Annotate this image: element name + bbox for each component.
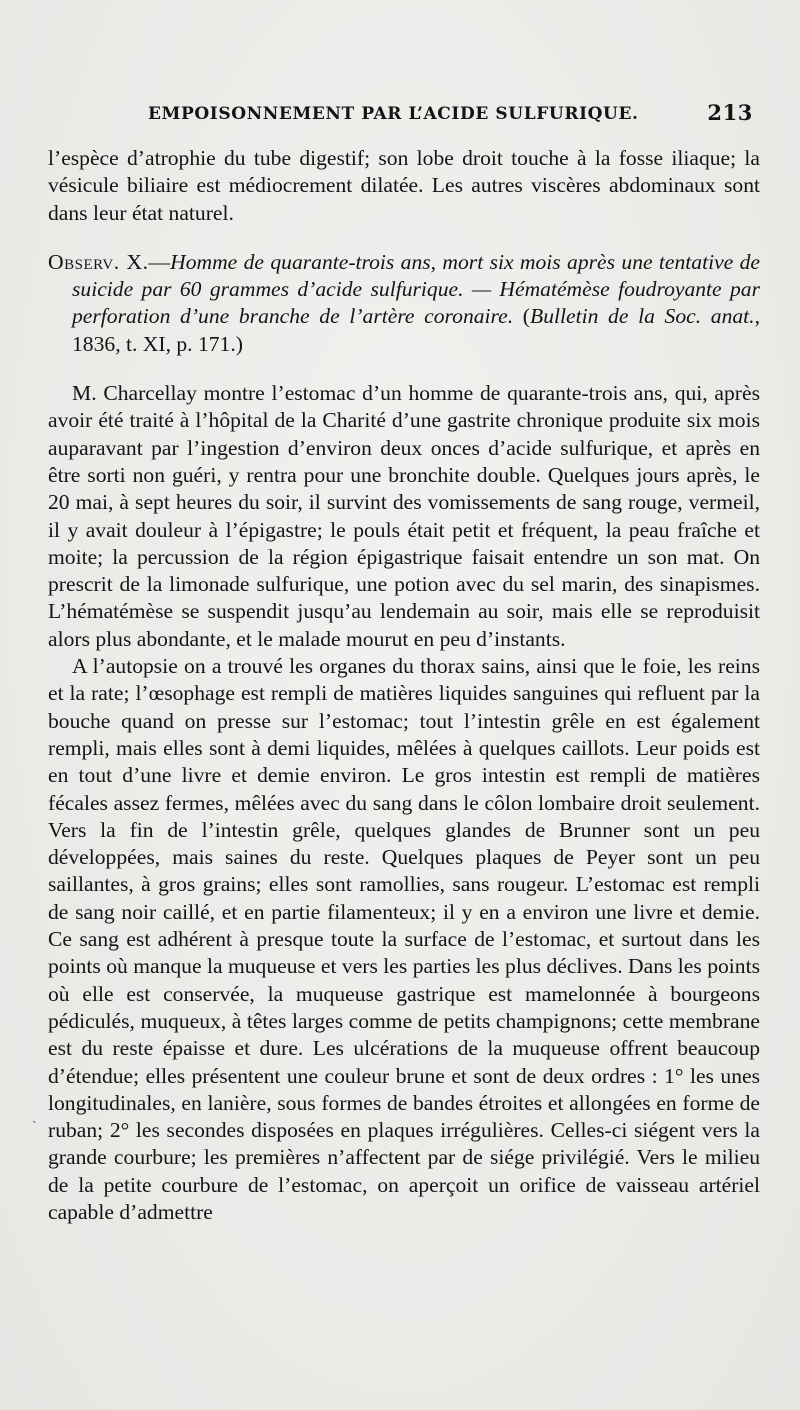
intro-paragraph: l’espèce d’atrophie du tube digestif; son lobe droit touche à la fosse iliaque; la vésicule biliaire est médiocrement dilatée. Les autres viscères abdominaux sont dans leur état naturel. [48, 146, 760, 225]
observation-label: Observ. X. [48, 249, 149, 274]
page-header [48, 100, 753, 130]
running-title: EMPOISONNEMENT PAR L’ACIDE SULFURIQUE. [148, 104, 639, 124]
autopsy-paragraph: A l’autopsie on a trouvé les organes du thorax sains, ainsi que le foie, les reins et la rate; l’œsophage est rempli de matières liquides sanguines qui refluent par la bouche quand on presse sur l’estomac; tout l’intestin grêle en est également rempli, mais elles sont à demi liquides, mêlées à quelques caillots. Leur poids est en tout d’une livre et demie environ. Le gros intestin est rempli de matières fécales assez fermes, mêlées avec du sang dans le côlon lombaire droit seulement. Vers la fin de l’intestin grêle, quelques glandes de Brunner sont un peu développées, mais saines du reste. Quelques plaques de Peyer sont un peu saillantes, à gros grains; elles sont ramollies, sans rougeur. L’estomac est rempli de sang noir caillé, et en partie filamenteux; il y en a environ une livre et demie. Ce sang est adhérent à presque toute la surface de l’estomac, et surtout dans les points où manque la muqueuse et vers les parties les plus déclives. Dans les points où elle est conservée, la muqueuse gastrique est mamelonnée à bourgeons pédiculés, muqueux, à têtes larges comme de petits champignons; cette membrane est du reste épaisse et dure. Les ulcérations de la muqueuse offrent beaucoup d’étendue; elles présentent une couleur brune et sont de deux ordres : 1° les unes longitudinales, en lanière, sous formes de bandes étroites et allongées en forme de ruban; 2° les secondes disposées en plaques irrégulières. Celles-ci siégent vers la grande courbure; les premières n’affectent par de siége privilégié. Vers le milieu de la petite courbure de l’estomac, on aperçoit un orifice de vaisseau artériel capable d’admettre [48, 654, 760, 1224]
citation-open: ( [513, 304, 530, 329]
page-number: 213 [707, 100, 753, 125]
margin-mark: ˎ [32, 1108, 37, 1124]
page-body [48, 145, 760, 1226]
case-paragraph: M. Charcellay montre l’estomac d’un homme de quarante-trois ans, qui, après avoir été traité à l’hôpital de la Charité d’une gastrite chronique produite six mois auparavant par l’ingestion d’environ deux onces d’acide sulfurique, et après en être sorti non guéri, y rentra pour une bronchite double. Quelques jours après, le 20 mai, à sept heures du soir, il survint des vomissements de sang rouge, vermeil, il y avait douleur à l’épigastre; le pouls était petit et fréquent, la peau fraîche et moite; la percussion de la région épigastrique faisait entendre un son mat. On prescrit de la limonade sulfurique, une potion avec du sel marin, des sinapismes. L’hématémèse se suspendit jusqu’au lendemain au soir, mais elle se reproduisit alors plus abondante, et le malade mourut en peu d’instants. [48, 381, 760, 651]
observation-dash: — [148, 249, 171, 274]
citation-source: Bulletin de la Soc. anat. [530, 304, 755, 329]
observation-heading [48, 249, 760, 358]
citation-details: , 1836, t. XI, p. 171.) [72, 304, 760, 356]
observation-title: Homme de quarante-trois ans, mort six mois après une tentative de suicide par 60 grammes d’acide sulfurique. — Hématémèse foudroyante par perforation d’une branche de l’artère coronaire. [72, 249, 761, 329]
